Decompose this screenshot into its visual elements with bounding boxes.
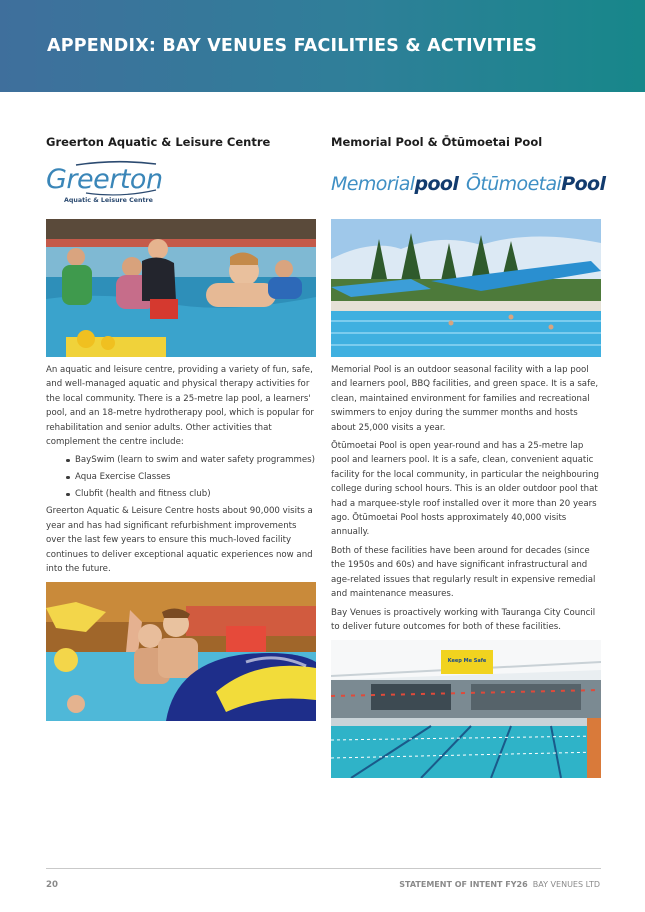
footer-title bbox=[399, 880, 600, 889]
keep-me-safe-sign: Keep Me Safe bbox=[447, 658, 487, 664]
greerton-logo bbox=[46, 160, 163, 208]
list-item: Clubfit (health and fitness club) bbox=[66, 487, 318, 501]
memorial-paragraph: Memorial Pool is an outdoor seasonal facility with a lap pool and learners pool, BBQ facilities, and green space. It is a safe, clean, maintained environment for families and recreational swimmers to enjoy during the summer months and hosts about 25,000 visits a year. bbox=[331, 365, 599, 433]
footer-org: BAY VENUES LTD bbox=[532, 880, 600, 889]
greerton-activities-list bbox=[66, 453, 318, 501]
photo-greerton-swim-lesson bbox=[46, 219, 316, 357]
greerton-logo-subtitle: Aquatic & Leisure Centre bbox=[64, 197, 153, 204]
greerton-closing: Greerton Aquatic & Leisure Centre hosts about 90,000 visits a year and has had significant refurbishment improvements over the last few years to ensure this much-loved facility continues to deliver exceptional aquatic experiences now and into the future. bbox=[46, 506, 313, 575]
memorial-logo-light: Memorial bbox=[331, 173, 415, 195]
section-heading-memorial-otumoetai: Memorial Pool & Ōtūmoetai Pool bbox=[331, 135, 543, 149]
right-column-heading-wrap bbox=[331, 135, 601, 153]
bay-venues-paragraph: Bay Venues is proactively working with Tauranga City Council to deliver future outcomes for both of these facilities. bbox=[331, 607, 596, 632]
footer-doc-title: STATEMENT OF INTENT FY26 bbox=[399, 880, 528, 889]
facilities-age-paragraph: Both of these facilities have been around for decades (since the 1950s and 60s) and have significant infrastructural and age-related issues that regularly result in expensive remedial and maintenance measures. bbox=[331, 545, 596, 600]
section-heading-greerton: Greerton Aquatic & Leisure Centre bbox=[46, 135, 271, 149]
photo-otumoetai-pool bbox=[331, 640, 601, 778]
page-number: 20 bbox=[46, 880, 58, 890]
otumoetai-paragraph: Ōtūmoetai Pool is open year-round and has a 25-metre lap pool and learners pool. It is a safe, clean, convenient aquatic facility for the local community, in particular the neighbouring college during school hours. This is an older outdoor pool that had a marquee-style roof installed over it more than 20 years ago. Ōtūmoetai Pool hosts approximately 40,000 visits annually. bbox=[331, 441, 599, 538]
memorial-logo-dark: pool bbox=[414, 173, 459, 195]
photo-memorial-pool bbox=[331, 219, 601, 357]
otumoetai-logo-light: Ōtūmoetai bbox=[466, 173, 562, 195]
left-column-heading-wrap bbox=[46, 135, 316, 153]
memorial-pool-logo bbox=[331, 171, 457, 199]
footer-divider bbox=[46, 868, 601, 869]
page-title: APPENDIX: BAY VENUES FACILITIES & ACTIVITIES bbox=[47, 36, 538, 56]
memorial-otumoetai-description bbox=[331, 363, 603, 638]
list-item: BaySwim (learn to swim and water safety programmes) bbox=[66, 453, 318, 467]
otumoetai-pool-logo bbox=[466, 171, 606, 199]
photo-greerton-inflatable bbox=[46, 582, 316, 721]
greerton-logo-word: Greerton bbox=[46, 164, 163, 195]
list-item: Aqua Exercise Classes bbox=[66, 470, 318, 484]
header-banner bbox=[0, 0, 645, 92]
otumoetai-logo-dark: Pool bbox=[561, 173, 606, 195]
greerton-intro: An aquatic and leisure centre, providing a variety of fun, safe, and well-managed aquatic and physical therapy activities for the local community. There is a 25-metre lap pool, a learners' pool, and an 18-metre hydrotherapy pool, which is popular for rehabilitation and senior adults. Other activities that complement the centre include: bbox=[46, 365, 314, 448]
greerton-description bbox=[46, 363, 318, 580]
